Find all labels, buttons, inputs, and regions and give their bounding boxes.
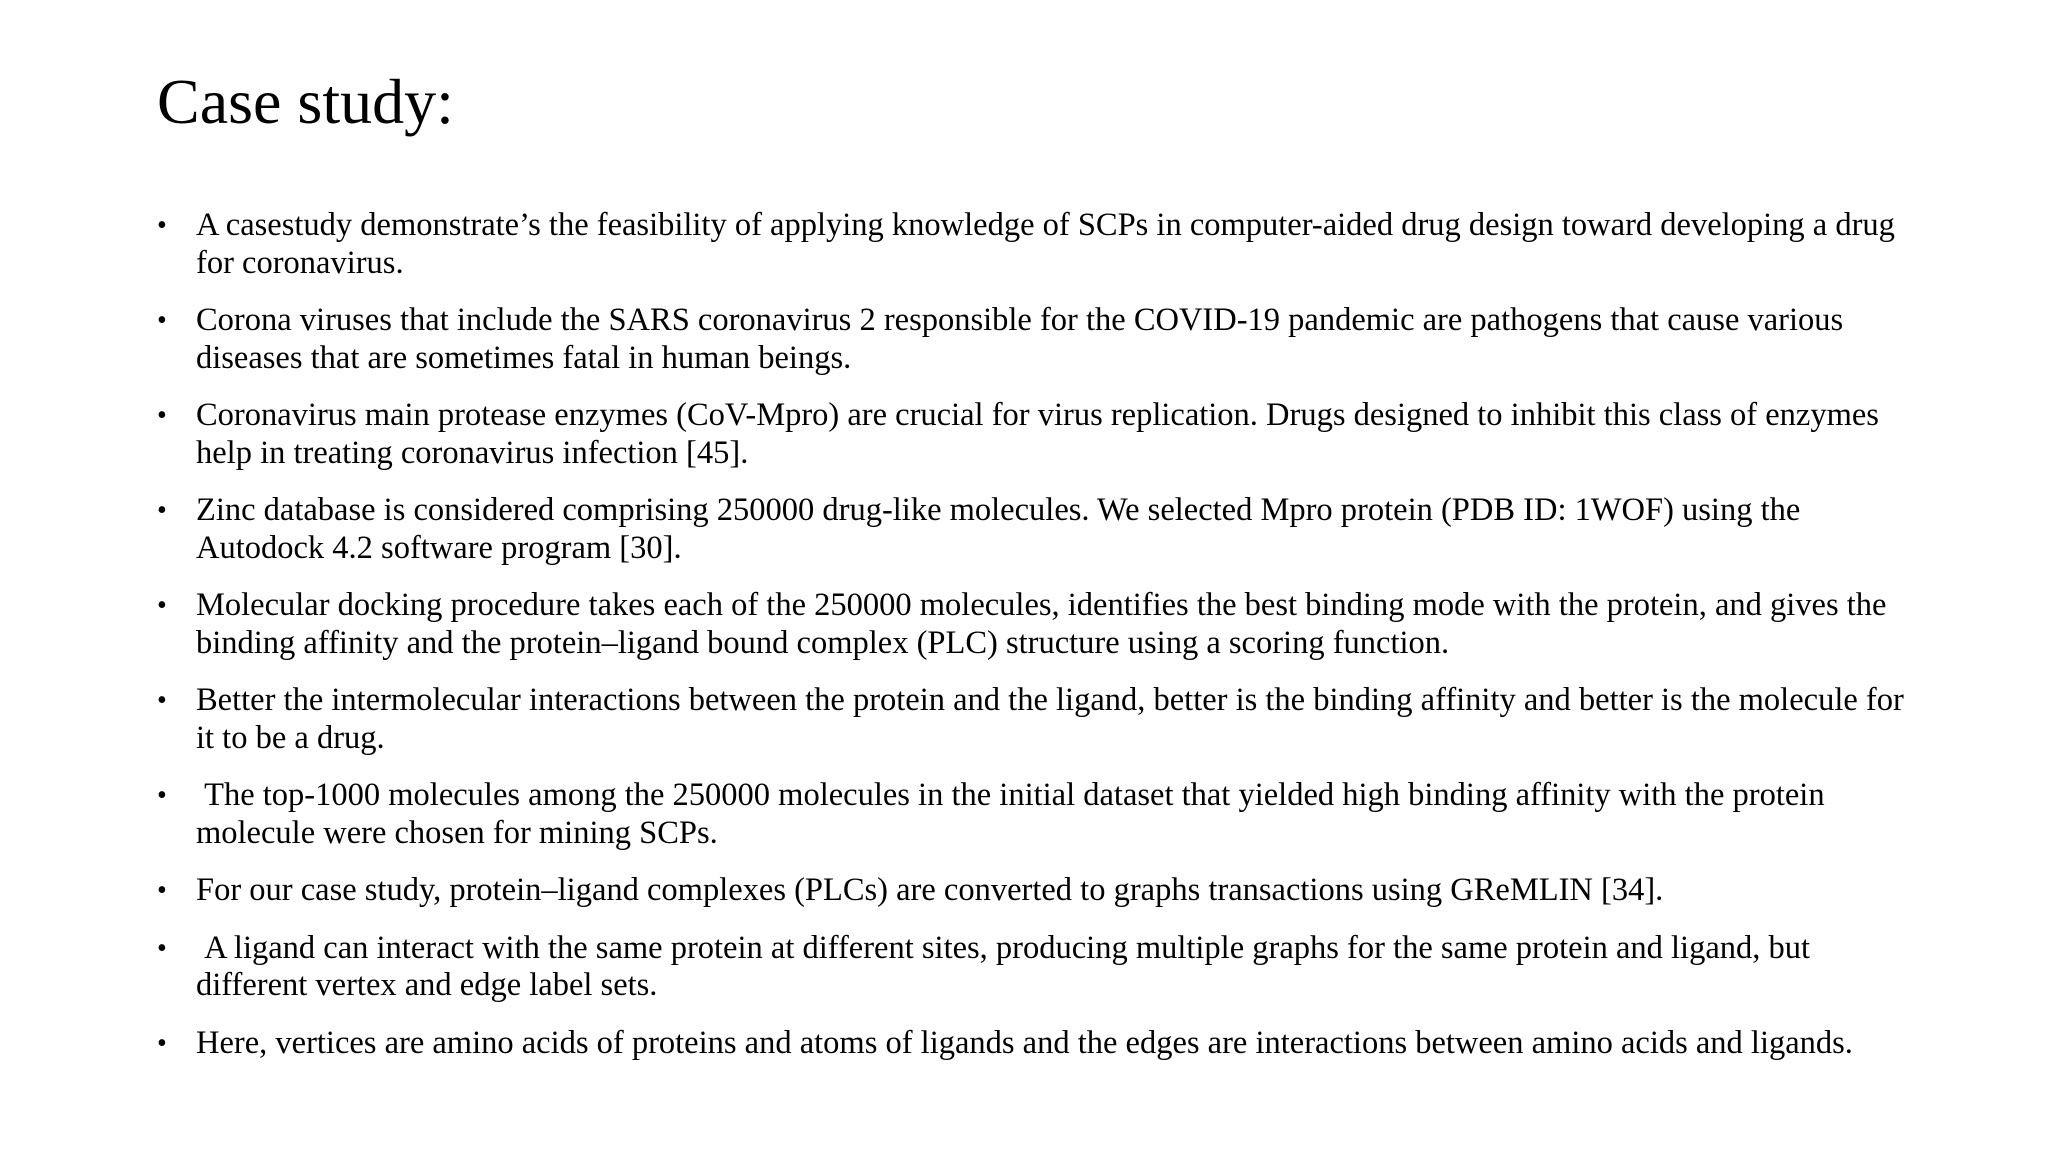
bullet-icon: • [157,875,167,906]
bullet-text: Corona viruses that include the SARS coronavirus 2 responsible for the COVID-19 pandemic are pathogens that cause various diseases that are sometimes fatal in human beings. [196,302,1852,376]
bullet-text: Coronavirus main protease enzymes (CoV-Mpro) are crucial for virus replication. Drugs designed to inhibit this class of enzymes help in treating coronavirus infection [45]. [196,397,1888,471]
bullet-item-7 [157,777,1917,852]
bullet-icon: • [157,495,167,526]
bullet-text: For our case study, protein–ligand complexes (PLCs) are converted to graphs transactions using GReMLIN [34]. [196,872,1664,908]
bullet-item-3 [157,397,1917,472]
bullet-list [157,207,1917,1082]
bullet-icon: • [157,400,167,431]
bullet-icon: • [157,932,167,964]
bullet-text: Here, vertices are amino acids of proteins and atoms of ligands and the edges are interactions between amino acids and ligands. [196,1024,1853,1061]
bullet-icon: • [157,1027,167,1059]
bullet-item-10 [157,1025,1917,1063]
bullet-icon: • [157,590,167,621]
bullet-item-4 [157,492,1917,567]
bullet-text: Molecular docking procedure takes each of the 250000 molecules, identifies the best binding mode with the protein, and gives the binding affinity and the protein–ligand bound complex (PLC) structure using a scoring function. [196,587,1895,661]
bullet-icon: • [157,305,167,336]
bullet-text: A ligand can interact with the same protein at different sites, producing multiple graphs for the same protein and ligand, but different vertex and edge label sets. [196,929,1819,1003]
bullet-item-8 [157,872,1917,910]
bullet-text: Better the intermolecular interactions between the protein and the ligand, better is the binding affinity and better is the molecule for it to be a drug. [196,682,1912,756]
bullet-icon: • [157,210,167,241]
bullet-icon: • [157,780,167,811]
bullet-item-2 [157,302,1917,377]
slide-title: Case study: [157,66,454,137]
bullet-text: A casestudy demonstrate’s the feasibility of applying knowledge of SCPs in computer-aided drug design toward developing a drug for coronavirus. [196,207,1904,281]
bullet-item-9 [157,930,1917,1005]
bullet-text: Zinc database is considered comprising 250000 drug-like molecules. We selected Mpro protein (PDB ID: 1WOF) using the Autodock 4.2 software program [30]. [196,492,1807,566]
bullet-item-6 [157,682,1917,757]
bullet-icon: • [157,685,167,716]
bullet-item-5 [157,587,1917,662]
bullet-text: The top-1000 molecules among the 250000 molecules in the initial dataset that yielded high binding affinity with the protein molecule were chosen for mining SCPs. [196,777,1833,851]
bullet-item-1 [157,207,1917,282]
